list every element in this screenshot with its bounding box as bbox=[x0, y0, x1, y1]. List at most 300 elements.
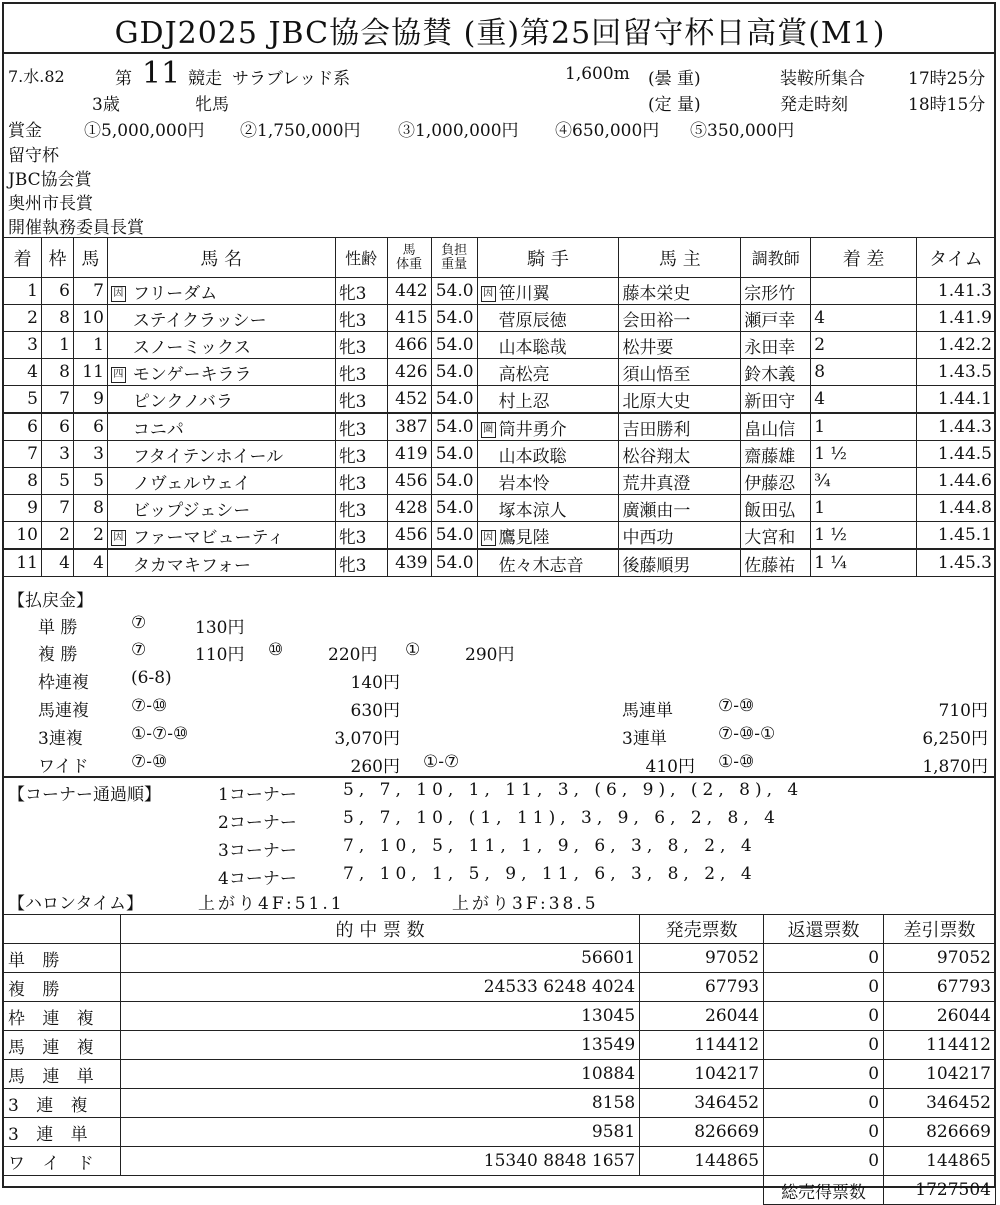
horse-name: フリーダム bbox=[132, 283, 218, 304]
result-burden: 54.0 bbox=[431, 359, 477, 386]
race-weight-rule: (定 量) bbox=[648, 95, 701, 115]
wakuren-combo: (6-8) bbox=[131, 668, 172, 688]
result-margin: 1 bbox=[811, 413, 917, 441]
result-burden: 54.0 bbox=[431, 332, 477, 359]
jockey-name: 岩本怜 bbox=[498, 473, 550, 494]
result-trainer: 大宮和 bbox=[741, 522, 811, 550]
sanrenpuku-amount: 3,070円 bbox=[334, 729, 400, 749]
result-rank: 5 bbox=[4, 386, 42, 414]
result-margin: 1 bbox=[811, 495, 917, 522]
result-horse-no: 8 bbox=[73, 495, 107, 522]
result-horse bbox=[107, 522, 335, 550]
wide-amount-1: 260円 bbox=[350, 757, 400, 777]
result-rank: 2 bbox=[4, 305, 42, 332]
votes-hit: 8158 bbox=[120, 1089, 639, 1118]
result-horse-no: 9 bbox=[73, 386, 107, 414]
result-horse bbox=[107, 549, 335, 577]
result-row bbox=[4, 522, 996, 550]
jockey-name: 菅原辰徳 bbox=[498, 310, 567, 331]
fukusho-amount-2: 220円 bbox=[328, 645, 378, 665]
result-frame: 5 bbox=[41, 468, 73, 495]
votes-label: 単 勝 bbox=[4, 944, 121, 973]
corner-4-order: 7, 10, 1, 5, 9, 11, 6, 3, 8, 2, 4 bbox=[343, 864, 757, 884]
jockey-name: 筒井勇介 bbox=[498, 419, 567, 440]
votes-refund: 0 bbox=[764, 1060, 884, 1089]
votes-hit: 56601 bbox=[120, 944, 639, 973]
horse-name: ビップジェシー bbox=[132, 500, 251, 521]
result-rank: 7 bbox=[4, 441, 42, 468]
header-weight: 馬 体重 bbox=[387, 238, 431, 278]
wide-amount-3: 1,870円 bbox=[922, 757, 988, 777]
fukusho-combo-1: ⑦ bbox=[131, 640, 147, 660]
tansho-amount: 130円 bbox=[195, 618, 245, 638]
horse-mark: 四 bbox=[111, 367, 126, 383]
result-margin: ¾ bbox=[811, 468, 917, 495]
wide-amount-2: 410円 bbox=[645, 757, 695, 777]
result-burden: 54.0 bbox=[431, 413, 477, 441]
result-jockey bbox=[477, 549, 619, 577]
result-weight: 439 bbox=[387, 549, 431, 577]
header-horse: 馬 名 bbox=[107, 238, 335, 278]
result-sexage: 牝3 bbox=[335, 359, 387, 386]
result-horse bbox=[107, 332, 335, 359]
horse-name: ノヴェルウェイ bbox=[132, 473, 251, 494]
race-weather: (曇 重) bbox=[648, 69, 701, 89]
header-rank: 着 bbox=[4, 238, 42, 278]
votes-refund: 0 bbox=[764, 1002, 884, 1031]
furlong-heading: 【ハロンタイム】 bbox=[8, 894, 143, 914]
result-owner: 廣瀬由一 bbox=[619, 495, 741, 522]
result-time: 1.43.5 bbox=[916, 359, 995, 386]
jockey-mark: 因 bbox=[481, 286, 496, 302]
result-burden: 54.0 bbox=[431, 305, 477, 332]
votes-label: 馬 連 複 bbox=[4, 1031, 121, 1060]
result-time: 1.44.3 bbox=[916, 413, 995, 441]
result-horse bbox=[107, 413, 335, 441]
corner-4-label: 4コーナー bbox=[218, 869, 297, 889]
result-weight: 456 bbox=[387, 468, 431, 495]
votes-net: 826669 bbox=[884, 1118, 996, 1147]
result-frame: 7 bbox=[41, 386, 73, 414]
result-time: 1.45.3 bbox=[916, 549, 995, 577]
votes-total-row bbox=[4, 1176, 996, 1205]
result-owner: 北原大史 bbox=[619, 386, 741, 414]
corner-3-label: 3コーナー bbox=[218, 841, 297, 861]
votes-sold: 346452 bbox=[640, 1089, 764, 1118]
jockey-name: 村上忍 bbox=[498, 391, 550, 412]
votes-header-sold: 発売票数 bbox=[640, 915, 764, 944]
result-owner: 松井要 bbox=[619, 332, 741, 359]
result-sexage: 牝3 bbox=[335, 522, 387, 550]
votes-total-blank bbox=[4, 1176, 764, 1205]
result-sexage: 牝3 bbox=[335, 386, 387, 414]
result-jockey bbox=[477, 386, 619, 414]
votes-refund: 0 bbox=[764, 944, 884, 973]
corner-1-label: 1コーナー bbox=[218, 785, 297, 805]
prize-1: ①5,000,000円 bbox=[84, 121, 205, 141]
result-owner: 中西功 bbox=[619, 522, 741, 550]
result-weight: 466 bbox=[387, 332, 431, 359]
votes-hit: 10884 bbox=[120, 1060, 639, 1089]
umatan-combo: ⑦-⑩ bbox=[718, 696, 755, 716]
result-horse-no: 3 bbox=[73, 441, 107, 468]
result-margin: 1 ½ bbox=[811, 441, 917, 468]
votes-row bbox=[4, 1118, 996, 1147]
prize-3: ③1,000,000円 bbox=[398, 121, 519, 141]
header-trainer: 調教師 bbox=[741, 238, 811, 278]
result-weight: 452 bbox=[387, 386, 431, 414]
votes-net: 104217 bbox=[884, 1060, 996, 1089]
votes-sold: 67793 bbox=[640, 973, 764, 1002]
award-3: 奥州市長賞 bbox=[8, 194, 93, 214]
divider bbox=[2, 776, 996, 778]
prize-5: ⑤350,000円 bbox=[690, 121, 795, 141]
jockey-name: 山本聡哉 bbox=[498, 337, 567, 358]
result-sexage: 牝3 bbox=[335, 305, 387, 332]
result-sexage: 牝3 bbox=[335, 332, 387, 359]
votes-net: 97052 bbox=[884, 944, 996, 973]
total-label: 総売得票数 bbox=[764, 1176, 884, 1205]
votes-sold: 826669 bbox=[640, 1118, 764, 1147]
award-1: 留守杯 bbox=[8, 146, 59, 166]
result-row bbox=[4, 441, 996, 468]
result-trainer: 宗形竹 bbox=[741, 278, 811, 305]
result-owner: 荒井真澄 bbox=[619, 468, 741, 495]
corner-1-order: 5, 7, 10, 1, 11, 3, (6, 9), (2, 8), 4 bbox=[343, 780, 804, 800]
result-jockey bbox=[477, 413, 619, 441]
votes-row bbox=[4, 944, 996, 973]
result-rank: 4 bbox=[4, 359, 42, 386]
sanrentan-amount: 6,250円 bbox=[922, 729, 988, 749]
horse-name: ピンクノバラ bbox=[132, 391, 233, 412]
result-time: 1.44.5 bbox=[916, 441, 995, 468]
result-frame: 8 bbox=[41, 305, 73, 332]
header-margin: 着 差 bbox=[811, 238, 917, 278]
votes-label: 枠 連 複 bbox=[4, 1002, 121, 1031]
umaren-combo: ⑦-⑩ bbox=[131, 696, 168, 716]
result-owner: 藤本栄史 bbox=[619, 278, 741, 305]
tansho-label: 単 勝 bbox=[38, 618, 78, 638]
result-rank: 9 bbox=[4, 495, 42, 522]
horse-name: スノーミックス bbox=[132, 337, 251, 358]
result-owner: 吉田勝利 bbox=[619, 413, 741, 441]
umatan-amount: 710円 bbox=[938, 701, 988, 721]
post-time: 18時15分 bbox=[908, 95, 986, 115]
wide-combo-1: ⑦-⑩ bbox=[131, 752, 168, 772]
horse-mark: 因 bbox=[111, 530, 126, 546]
race-breed: サラブレッド系 bbox=[232, 69, 351, 89]
result-trainer: 伊藤忍 bbox=[741, 468, 811, 495]
result-rank: 8 bbox=[4, 468, 42, 495]
sanrentan-label: 3連単 bbox=[622, 729, 667, 749]
fukusho-combo-2: ⑩ bbox=[268, 640, 284, 660]
votes-header-blank bbox=[4, 915, 121, 944]
votes-label: 3 連 単 bbox=[4, 1118, 121, 1147]
race-age: 3歳 bbox=[92, 95, 120, 115]
race-distance: 1,600m bbox=[565, 64, 630, 84]
horse-name: フタイテンホイール bbox=[132, 446, 284, 467]
result-rank: 10 bbox=[4, 522, 42, 550]
result-margin: 1 ½ bbox=[811, 522, 917, 550]
umaren-amount: 630円 bbox=[350, 701, 400, 721]
result-frame: 8 bbox=[41, 359, 73, 386]
result-frame: 2 bbox=[41, 522, 73, 550]
jockey-mark: 因 bbox=[481, 530, 496, 546]
result-horse bbox=[107, 495, 335, 522]
votes-hit: 9581 bbox=[120, 1118, 639, 1147]
votes-net: 144865 bbox=[884, 1147, 996, 1176]
result-frame: 3 bbox=[41, 441, 73, 468]
result-horse-no: 1 bbox=[73, 332, 107, 359]
result-jockey bbox=[477, 495, 619, 522]
result-jockey bbox=[477, 522, 619, 550]
award-4: 開催執務委員長賞 bbox=[8, 218, 144, 238]
votes-refund: 0 bbox=[764, 973, 884, 1002]
header-owner: 馬 主 bbox=[619, 238, 741, 278]
result-margin: 4 bbox=[811, 386, 917, 414]
wakuren-label: 枠連複 bbox=[38, 673, 89, 693]
result-time: 1.42.2 bbox=[916, 332, 995, 359]
race-title: GDJ2025 JBC協会協賛 (重)第25回留守杯日高賞(M1) bbox=[114, 16, 886, 51]
result-margin bbox=[811, 278, 917, 305]
corner-heading: 【コーナー通過順】 bbox=[8, 785, 161, 805]
result-horse bbox=[107, 386, 335, 414]
results-table bbox=[3, 237, 996, 577]
result-row bbox=[4, 332, 996, 359]
race-number: 11 bbox=[142, 56, 181, 91]
wakuren-amount: 140円 bbox=[350, 673, 400, 693]
sanrenpuku-label: 3連複 bbox=[38, 729, 83, 749]
votes-refund: 0 bbox=[764, 1031, 884, 1060]
votes-hit: 13549 bbox=[120, 1031, 639, 1060]
result-owner: 後藤順男 bbox=[619, 549, 741, 577]
result-weight: 428 bbox=[387, 495, 431, 522]
result-sexage: 牝3 bbox=[335, 413, 387, 441]
result-sexage: 牝3 bbox=[335, 549, 387, 577]
votes-row bbox=[4, 973, 996, 1002]
prize-label: 賞金 bbox=[8, 121, 42, 141]
votes-label: 複 勝 bbox=[4, 973, 121, 1002]
votes-hit: 15340 8848 1657 bbox=[120, 1147, 639, 1176]
result-weight: 387 bbox=[387, 413, 431, 441]
votes-row bbox=[4, 1060, 996, 1089]
divider bbox=[2, 52, 996, 54]
result-jockey bbox=[477, 278, 619, 305]
votes-label: 馬 連 単 bbox=[4, 1060, 121, 1089]
fukusho-label: 複 勝 bbox=[38, 645, 78, 665]
votes-refund: 0 bbox=[764, 1089, 884, 1118]
result-rank: 1 bbox=[4, 278, 42, 305]
header-burden: 負担 重量 bbox=[431, 238, 477, 278]
payout-heading: 【払戻金】 bbox=[8, 591, 93, 611]
result-rank: 6 bbox=[4, 413, 42, 441]
wide-combo-3: ①-⑩ bbox=[718, 752, 755, 772]
result-frame: 1 bbox=[41, 332, 73, 359]
furlong-last4f: 上がり4F:51.1 bbox=[198, 894, 345, 914]
result-time: 1.45.1 bbox=[916, 522, 995, 550]
votes-label: 3 連 複 bbox=[4, 1089, 121, 1118]
result-margin: 1 ¼ bbox=[811, 549, 917, 577]
result-burden: 54.0 bbox=[431, 278, 477, 305]
umatan-label: 馬連単 bbox=[622, 701, 673, 721]
result-horse-no: 7 bbox=[73, 278, 107, 305]
result-jockey bbox=[477, 359, 619, 386]
wide-combo-2: ①-⑦ bbox=[423, 752, 460, 772]
result-burden: 54.0 bbox=[431, 468, 477, 495]
horse-mark: 因 bbox=[111, 286, 126, 302]
votes-sold: 97052 bbox=[640, 944, 764, 973]
result-jockey bbox=[477, 441, 619, 468]
votes-sold: 114412 bbox=[640, 1031, 764, 1060]
result-rank: 3 bbox=[4, 332, 42, 359]
result-trainer: 齋藤雄 bbox=[741, 441, 811, 468]
result-trainer: 佐藤祐 bbox=[741, 549, 811, 577]
horse-name: タカマキフォー bbox=[132, 555, 252, 576]
result-sexage: 牝3 bbox=[335, 441, 387, 468]
votes-row bbox=[4, 1002, 996, 1031]
jockey-name: 高松亮 bbox=[498, 364, 550, 385]
award-2: JBC協会賞 bbox=[8, 170, 92, 190]
votes-header-refund: 返還票数 bbox=[764, 915, 884, 944]
total-value: 1727504 bbox=[884, 1176, 996, 1205]
header-frame: 枠 bbox=[41, 238, 73, 278]
result-time: 1.44.8 bbox=[916, 495, 995, 522]
result-horse-no: 6 bbox=[73, 413, 107, 441]
header-sexage: 性齢 bbox=[335, 238, 387, 278]
result-horse-no: 11 bbox=[73, 359, 107, 386]
corner-3-order: 7, 10, 5, 11, 1, 9, 6, 3, 8, 2, 4 bbox=[343, 836, 757, 856]
result-row bbox=[4, 495, 996, 522]
result-trainer: 新田守 bbox=[741, 386, 811, 414]
prize-2: ②1,750,000円 bbox=[240, 121, 361, 141]
result-burden: 54.0 bbox=[431, 386, 477, 414]
result-rank: 11 bbox=[4, 549, 42, 577]
jockey-mark: 圏 bbox=[481, 422, 496, 438]
sanrentan-combo: ⑦-⑩-① bbox=[718, 724, 776, 744]
votes-net: 114412 bbox=[884, 1031, 996, 1060]
votes-net: 346452 bbox=[884, 1089, 996, 1118]
result-weight: 415 bbox=[387, 305, 431, 332]
votes-hit: 24533 6248 4024 bbox=[120, 973, 639, 1002]
result-burden: 54.0 bbox=[431, 441, 477, 468]
jockey-name: 鷹見陸 bbox=[498, 527, 550, 548]
result-jockey bbox=[477, 468, 619, 495]
result-row bbox=[4, 413, 996, 441]
furlong-last3f: 上がり3F:38.5 bbox=[452, 894, 599, 914]
result-row bbox=[4, 386, 996, 414]
wide-label: ワイド bbox=[38, 757, 89, 777]
result-trainer: 永田幸 bbox=[741, 332, 811, 359]
result-margin: 4 bbox=[811, 305, 917, 332]
horse-name: ステイクラッシー bbox=[132, 310, 267, 331]
result-burden: 54.0 bbox=[431, 549, 477, 577]
header-time: タイム bbox=[916, 238, 995, 278]
race-date: 7.水.82 bbox=[8, 67, 65, 86]
result-weight: 442 bbox=[387, 278, 431, 305]
result-frame: 7 bbox=[41, 495, 73, 522]
votes-refund: 0 bbox=[764, 1118, 884, 1147]
prize-4: ④650,000円 bbox=[555, 121, 660, 141]
corner-2-order: 5, 7, 10, (1, 11), 3, 9, 6, 2, 8, 4 bbox=[343, 808, 780, 828]
race-num-suffix: 競走 bbox=[188, 69, 222, 89]
result-row bbox=[4, 278, 996, 305]
votes-net: 67793 bbox=[884, 973, 996, 1002]
result-horse-no: 2 bbox=[73, 522, 107, 550]
umaren-label: 馬連複 bbox=[38, 701, 89, 721]
post-label: 発走時刻 bbox=[780, 95, 848, 115]
result-weight: 426 bbox=[387, 359, 431, 386]
result-trainer: 鈴木義 bbox=[741, 359, 811, 386]
votes-sold: 144865 bbox=[640, 1147, 764, 1176]
votes-row bbox=[4, 1147, 996, 1176]
result-margin: 2 bbox=[811, 332, 917, 359]
result-horse bbox=[107, 278, 335, 305]
result-time: 1.41.3 bbox=[916, 278, 995, 305]
assembly-label: 装鞍所集合 bbox=[780, 69, 865, 89]
result-frame: 6 bbox=[41, 278, 73, 305]
votes-row bbox=[4, 1031, 996, 1060]
race-num-prefix: 第 bbox=[115, 69, 132, 89]
result-owner: 松谷翔太 bbox=[619, 441, 741, 468]
result-burden: 54.0 bbox=[431, 522, 477, 550]
result-horse bbox=[107, 305, 335, 332]
result-row bbox=[4, 468, 996, 495]
result-row bbox=[4, 549, 996, 577]
result-horse-no: 5 bbox=[73, 468, 107, 495]
result-frame: 4 bbox=[41, 549, 73, 577]
race-sex: 牝馬 bbox=[195, 95, 229, 115]
jockey-name: 佐々木志音 bbox=[498, 555, 584, 576]
jockey-name: 山本政聡 bbox=[498, 446, 567, 467]
votes-sold: 104217 bbox=[640, 1060, 764, 1089]
result-time: 1.44.6 bbox=[916, 468, 995, 495]
votes-table bbox=[3, 914, 996, 1205]
sanrenpuku-combo: ①-⑦-⑩ bbox=[131, 724, 189, 744]
result-jockey bbox=[477, 332, 619, 359]
result-jockey bbox=[477, 305, 619, 332]
result-horse bbox=[107, 359, 335, 386]
horse-name: モンゲーキララ bbox=[132, 364, 252, 385]
result-margin: 8 bbox=[811, 359, 917, 386]
result-time: 1.41.9 bbox=[916, 305, 995, 332]
jockey-name: 塚本涼人 bbox=[498, 500, 567, 521]
result-burden: 54.0 bbox=[431, 495, 477, 522]
result-weight: 456 bbox=[387, 522, 431, 550]
result-horse bbox=[107, 441, 335, 468]
result-trainer: 畠山信 bbox=[741, 413, 811, 441]
result-sexage: 牝3 bbox=[335, 495, 387, 522]
result-row bbox=[4, 305, 996, 332]
votes-refund: 0 bbox=[764, 1147, 884, 1176]
result-owner: 須山悟至 bbox=[619, 359, 741, 386]
tansho-combo: ⑦ bbox=[131, 613, 147, 633]
fukusho-amount-1: 110円 bbox=[195, 645, 245, 665]
votes-label: ワ イ ド bbox=[4, 1147, 121, 1176]
votes-row bbox=[4, 1089, 996, 1118]
assembly-time: 17時25分 bbox=[908, 69, 986, 89]
result-horse bbox=[107, 468, 335, 495]
result-trainer: 瀬戸幸 bbox=[741, 305, 811, 332]
result-frame: 6 bbox=[41, 413, 73, 441]
result-row bbox=[4, 359, 996, 386]
result-horse-no: 4 bbox=[73, 549, 107, 577]
result-owner: 会田裕一 bbox=[619, 305, 741, 332]
horse-name: ファーマビューティ bbox=[132, 527, 285, 548]
result-sexage: 牝3 bbox=[335, 468, 387, 495]
header-horse-no: 馬 bbox=[73, 238, 107, 278]
horse-name: コニパ bbox=[132, 419, 184, 440]
result-horse-no: 10 bbox=[73, 305, 107, 332]
